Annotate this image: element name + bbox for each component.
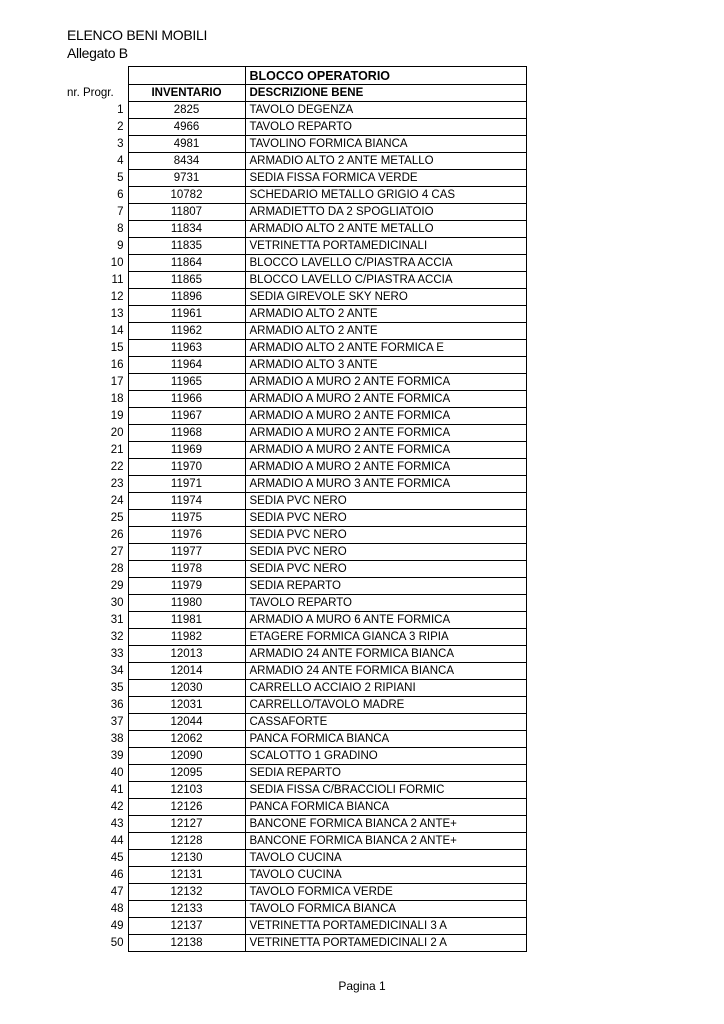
table-row [63, 357, 526, 374]
row-descrizione: TAVOLO DEGENZA [245, 102, 526, 119]
row-descrizione: BLOCCO LAVELLO C/PIASTRA ACCIA [245, 272, 526, 289]
row-inventario: 12126 [128, 799, 245, 816]
table-header-row [63, 85, 526, 102]
row-descrizione: ARMADIO A MURO 6 ANTE FORMICA [245, 612, 526, 629]
row-inventario: 12062 [128, 731, 245, 748]
row-progr: 39 [63, 748, 128, 765]
row-descrizione: TAVOLO REPARTO [245, 595, 526, 612]
table-row [63, 340, 526, 357]
table-row [63, 119, 526, 136]
row-descrizione: ARMADIO 24 ANTE FORMICA BIANCA [245, 646, 526, 663]
row-descrizione: ARMADIO ALTO 3 ANTE [245, 357, 526, 374]
table-row [63, 459, 526, 476]
row-inventario: 12131 [128, 867, 245, 884]
table-row [63, 544, 526, 561]
row-descrizione: TAVOLO REPARTO [245, 119, 526, 136]
row-inventario: 11975 [128, 510, 245, 527]
row-progr: 46 [63, 867, 128, 884]
row-progr: 14 [63, 323, 128, 340]
row-descrizione: SEDIA PVC NERO [245, 561, 526, 578]
table-row [63, 476, 526, 493]
row-progr: 27 [63, 544, 128, 561]
row-inventario: 12130 [128, 850, 245, 867]
table-row [63, 731, 526, 748]
row-progr: 37 [63, 714, 128, 731]
row-descrizione: TAVOLINO FORMICA BIANCA [245, 136, 526, 153]
row-inventario: 12014 [128, 663, 245, 680]
row-descrizione: CARRELLO ACCIAIO 2 RIPIANI [245, 680, 526, 697]
row-progr: 36 [63, 697, 128, 714]
table-row [63, 391, 526, 408]
row-inventario: 11962 [128, 323, 245, 340]
row-inventario: 11964 [128, 357, 245, 374]
table-row [63, 170, 526, 187]
row-inventario: 11961 [128, 306, 245, 323]
row-descrizione: SEDIA REPARTO [245, 578, 526, 595]
table-row [63, 374, 526, 391]
table-row [63, 918, 526, 935]
row-descrizione: SCALOTTO 1 GRADINO [245, 748, 526, 765]
table-row [63, 323, 526, 340]
row-descrizione: SEDIA PVC NERO [245, 544, 526, 561]
row-descrizione: ARMADIO ALTO 2 ANTE [245, 306, 526, 323]
row-inventario: 11977 [128, 544, 245, 561]
table-row [63, 935, 526, 952]
table-section-row [63, 67, 526, 85]
row-progr: 19 [63, 408, 128, 425]
table-row [63, 595, 526, 612]
row-inventario: 11963 [128, 340, 245, 357]
table-row [63, 527, 526, 544]
row-progr: 40 [63, 765, 128, 782]
inventory-table [63, 66, 527, 952]
table-row [63, 187, 526, 204]
row-inventario: 11970 [128, 459, 245, 476]
row-inventario: 11966 [128, 391, 245, 408]
row-descrizione: ARMADIO ALTO 2 ANTE FORMICA E [245, 340, 526, 357]
table-row [63, 782, 526, 799]
table-row [63, 204, 526, 221]
row-inventario: 12103 [128, 782, 245, 799]
row-progr: 32 [63, 629, 128, 646]
table-row [63, 442, 526, 459]
row-inventario: 2825 [128, 102, 245, 119]
table-row [63, 255, 526, 272]
table-row [63, 884, 526, 901]
row-descrizione: ARMADIO A MURO 2 ANTE FORMICA [245, 459, 526, 476]
row-descrizione: VETRINETTA PORTAMEDICINALI [245, 238, 526, 255]
row-descrizione: SEDIA PVC NERO [245, 510, 526, 527]
row-inventario: 12132 [128, 884, 245, 901]
row-descrizione: ARMADIO A MURO 2 ANTE FORMICA [245, 408, 526, 425]
row-descrizione: TAVOLO CUCINA [245, 850, 526, 867]
table-row [63, 136, 526, 153]
row-progr: 42 [63, 799, 128, 816]
row-progr: 24 [63, 493, 128, 510]
row-descrizione: ARMADIO ALTO 2 ANTE METALLO [245, 153, 526, 170]
row-progr: 34 [63, 663, 128, 680]
row-progr: 50 [63, 935, 128, 952]
row-descrizione: SEDIA FISSA C/BRACCIOLI FORMIC [245, 782, 526, 799]
row-descrizione: SCHEDARIO METALLO GRIGIO 4 CAS [245, 187, 526, 204]
row-inventario: 12030 [128, 680, 245, 697]
row-inventario: 12044 [128, 714, 245, 731]
row-progr: 48 [63, 901, 128, 918]
table-row [63, 901, 526, 918]
row-inventario: 11971 [128, 476, 245, 493]
row-progr: 6 [63, 187, 128, 204]
row-descrizione: SEDIA PVC NERO [245, 493, 526, 510]
row-progr: 33 [63, 646, 128, 663]
row-inventario: 12095 [128, 765, 245, 782]
row-progr: 3 [63, 136, 128, 153]
row-inventario: 12013 [128, 646, 245, 663]
row-descrizione: PANCA FORMICA BIANCA [245, 731, 526, 748]
document-subtitle: Allegato B [67, 45, 128, 61]
row-progr: 9 [63, 238, 128, 255]
row-descrizione: ARMADIO A MURO 2 ANTE FORMICA [245, 442, 526, 459]
row-inventario: 11834 [128, 221, 245, 238]
row-descrizione: ARMADIO A MURO 2 ANTE FORMICA [245, 391, 526, 408]
row-progr: 7 [63, 204, 128, 221]
row-inventario: 9731 [128, 170, 245, 187]
row-progr: 18 [63, 391, 128, 408]
table-row [63, 510, 526, 527]
row-inventario: 12031 [128, 697, 245, 714]
table-row [63, 153, 526, 170]
row-descrizione: SEDIA FISSA FORMICA VERDE [245, 170, 526, 187]
row-progr: 41 [63, 782, 128, 799]
row-inventario: 11979 [128, 578, 245, 595]
table-row [63, 272, 526, 289]
table-row [63, 221, 526, 238]
row-progr: 49 [63, 918, 128, 935]
page-number: Pagina 1 [338, 979, 386, 993]
row-inventario: 8434 [128, 153, 245, 170]
row-inventario: 4966 [128, 119, 245, 136]
row-progr: 13 [63, 306, 128, 323]
row-inventario: 11978 [128, 561, 245, 578]
row-progr: 21 [63, 442, 128, 459]
row-progr: 2 [63, 119, 128, 136]
table-row [63, 765, 526, 782]
row-progr: 43 [63, 816, 128, 833]
row-inventario: 11969 [128, 442, 245, 459]
col-header-progr: nr. Progr. [63, 85, 128, 102]
table-row [63, 697, 526, 714]
row-descrizione: ARMADIETTO DA 2 SPOGLIATOIO [245, 204, 526, 221]
row-inventario: 12138 [128, 935, 245, 952]
row-progr: 29 [63, 578, 128, 595]
row-descrizione: SEDIA GIREVOLE SKY NERO [245, 289, 526, 306]
row-inventario: 11835 [128, 238, 245, 255]
row-descrizione: PANCA FORMICA BIANCA [245, 799, 526, 816]
row-inventario: 12133 [128, 901, 245, 918]
table-row [63, 748, 526, 765]
row-descrizione: VETRINETTA PORTAMEDICINALI 3 A [245, 918, 526, 935]
row-progr: 12 [63, 289, 128, 306]
col-header-inventario: INVENTARIO [128, 85, 245, 102]
table-row [63, 612, 526, 629]
row-descrizione: TAVOLO FORMICA BIANCA [245, 901, 526, 918]
row-inventario: 11982 [128, 629, 245, 646]
row-progr: 26 [63, 527, 128, 544]
row-progr: 5 [63, 170, 128, 187]
row-inventario: 12128 [128, 833, 245, 850]
row-descrizione: ARMADIO 24 ANTE FORMICA BIANCA [245, 663, 526, 680]
row-inventario: 11981 [128, 612, 245, 629]
row-descrizione: BANCONE FORMICA BIANCA 2 ANTE+ [245, 816, 526, 833]
row-inventario: 11968 [128, 425, 245, 442]
row-descrizione: TAVOLO CUCINA [245, 867, 526, 884]
row-progr: 47 [63, 884, 128, 901]
table-row [63, 816, 526, 833]
row-inventario: 10782 [128, 187, 245, 204]
table-row [63, 561, 526, 578]
row-progr: 35 [63, 680, 128, 697]
col-header-descrizione: DESCRIZIONE BENE [245, 85, 526, 102]
table-row [63, 850, 526, 867]
row-descrizione: ARMADIO A MURO 3 ANTE FORMICA [245, 476, 526, 493]
table-row [63, 680, 526, 697]
table-row [63, 408, 526, 425]
table-row [63, 493, 526, 510]
row-progr: 10 [63, 255, 128, 272]
row-inventario: 11976 [128, 527, 245, 544]
table-row [63, 289, 526, 306]
row-inventario: 12127 [128, 816, 245, 833]
table-row [63, 867, 526, 884]
row-progr: 1 [63, 102, 128, 119]
row-inventario: 12137 [128, 918, 245, 935]
table-row [63, 833, 526, 850]
section-title: BLOCCO OPERATORIO [245, 67, 526, 85]
row-progr: 20 [63, 425, 128, 442]
row-progr: 15 [63, 340, 128, 357]
row-progr: 44 [63, 833, 128, 850]
row-inventario: 12090 [128, 748, 245, 765]
row-progr: 22 [63, 459, 128, 476]
table-row [63, 663, 526, 680]
row-progr: 4 [63, 153, 128, 170]
table-row [63, 799, 526, 816]
row-progr: 28 [63, 561, 128, 578]
table-row [63, 102, 526, 119]
row-inventario: 11965 [128, 374, 245, 391]
row-descrizione: VETRINETTA PORTAMEDICINALI 2 A [245, 935, 526, 952]
table-row [63, 646, 526, 663]
table-row [63, 306, 526, 323]
table-row [63, 629, 526, 646]
row-inventario: 4981 [128, 136, 245, 153]
row-progr: 23 [63, 476, 128, 493]
row-descrizione: ARMADIO A MURO 2 ANTE FORMICA [245, 425, 526, 442]
row-progr: 31 [63, 612, 128, 629]
row-descrizione: SEDIA PVC NERO [245, 527, 526, 544]
document-title: ELENCO BENI MOBILI [67, 27, 208, 43]
table-row [63, 714, 526, 731]
row-progr: 45 [63, 850, 128, 867]
row-descrizione: ETAGERE FORMICA GIANCA 3 RIPIA [245, 629, 526, 646]
row-progr: 38 [63, 731, 128, 748]
row-descrizione: CASSAFORTE [245, 714, 526, 731]
row-inventario: 11896 [128, 289, 245, 306]
row-descrizione: ARMADIO ALTO 2 ANTE [245, 323, 526, 340]
row-descrizione: ARMADIO A MURO 2 ANTE FORMICA [245, 374, 526, 391]
table-row [63, 578, 526, 595]
row-progr: 8 [63, 221, 128, 238]
row-descrizione: TAVOLO FORMICA VERDE [245, 884, 526, 901]
row-descrizione: BLOCCO LAVELLO C/PIASTRA ACCIA [245, 255, 526, 272]
row-progr: 17 [63, 374, 128, 391]
row-inventario: 11967 [128, 408, 245, 425]
table-row [63, 238, 526, 255]
row-descrizione: ARMADIO ALTO 2 ANTE METALLO [245, 221, 526, 238]
row-inventario: 11864 [128, 255, 245, 272]
row-descrizione: CARRELLO/TAVOLO MADRE [245, 697, 526, 714]
row-descrizione: BANCONE FORMICA BIANCA 2 ANTE+ [245, 833, 526, 850]
row-inventario: 11865 [128, 272, 245, 289]
row-inventario: 11807 [128, 204, 245, 221]
row-inventario: 11974 [128, 493, 245, 510]
row-descrizione: SEDIA REPARTO [245, 765, 526, 782]
row-progr: 11 [63, 272, 128, 289]
row-progr: 16 [63, 357, 128, 374]
row-progr: 30 [63, 595, 128, 612]
table-row [63, 425, 526, 442]
row-inventario: 11980 [128, 595, 245, 612]
row-progr: 25 [63, 510, 128, 527]
